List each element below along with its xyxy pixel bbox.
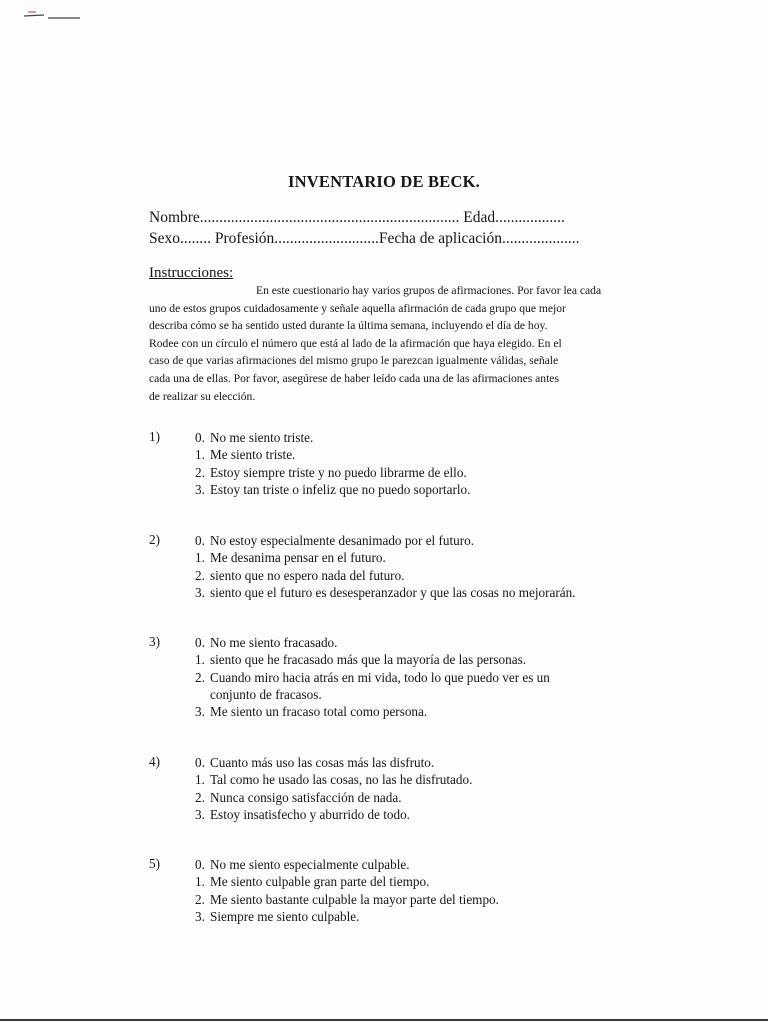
option-3[interactable]: [195, 806, 655, 823]
option-0[interactable]: [195, 856, 655, 873]
instructions-line: de realizar su elección.: [149, 389, 256, 403]
question-number: 3): [149, 634, 160, 649]
option-1[interactable]: [195, 651, 655, 668]
option-number: 2.: [195, 567, 205, 583]
option-text: Me desanima pensar en el futuro.: [210, 550, 386, 566]
option-text-continuation: conjunto de fracasos.: [210, 686, 322, 702]
option-number: 0.: [195, 635, 205, 650]
option-2[interactable]: [195, 789, 655, 806]
option-1[interactable]: [195, 771, 655, 788]
option-text: No me siento fracasado.: [210, 635, 338, 650]
option-number: 0.: [195, 430, 205, 445]
page-bottom-edge: [0, 1019, 768, 1021]
option-number: 0.: [195, 533, 205, 548]
question-options: [195, 532, 655, 601]
option-3[interactable]: [195, 481, 655, 498]
instructions-heading: Instrucciones:: [149, 265, 234, 281]
option-2[interactable]: [195, 567, 655, 584]
option-text: siento que el futuro es desesperanzador y que las cosas no mejorarán.: [210, 584, 576, 600]
option-3[interactable]: [195, 584, 655, 601]
instructions-line: Rodee con un círculo el número que está al lado de la afirmación que haya elegido. En el: [149, 336, 562, 350]
option-number: 2.: [195, 789, 205, 805]
option-3[interactable]: [195, 908, 655, 925]
fields-line-sexo-profesion-fecha: Sexo........ Profesión...........................Fecha de aplicación....................: [149, 230, 580, 247]
option-number: 0.: [195, 755, 205, 770]
question-number: 2): [149, 532, 160, 547]
option-number: 3.: [195, 908, 205, 924]
option-number: 3.: [195, 806, 205, 822]
option-text: Estoy insatisfecho y aburrido de todo.: [210, 806, 410, 822]
question-options: [195, 856, 655, 925]
instructions-line: caso de que varias afirmaciones del mismo grupo le parezcan igualmente válidas, señale: [149, 354, 559, 368]
option-text: Me siento bastante culpable la mayor parte del tiempo.: [210, 891, 499, 907]
instructions-line: cada una de ellas. Por favor, asegúrese de haber leído cada una de las afirmaciones antes: [149, 371, 559, 385]
option-text: No me siento triste.: [210, 430, 314, 445]
question-options: [195, 634, 655, 720]
option-number: 3.: [195, 481, 205, 497]
option-0[interactable]: [195, 429, 655, 446]
option-text: siento que no espero nada del futuro.: [210, 567, 405, 583]
option-text: Me siento culpable gran parte del tiempo.: [210, 874, 430, 890]
option-number: 0.: [195, 857, 205, 872]
option-text: Cuanto más uso las cosas más las disfruto.: [210, 755, 435, 770]
option-number: 1.: [195, 874, 205, 890]
option-text: No me siento especialmente culpable.: [210, 857, 410, 872]
question-number: 4): [149, 754, 160, 769]
option-text: Siempre me siento culpable.: [210, 908, 360, 924]
option-number: 1.: [195, 652, 205, 668]
document-title: INVENTARIO DE BECK.: [288, 172, 480, 191]
option-text: No estoy especialmente desanimado por el futuro.: [210, 533, 475, 548]
option-2[interactable]: [195, 891, 655, 908]
instructions-paragraph: [149, 282, 661, 405]
option-1[interactable]: [195, 549, 655, 566]
option-number: 1.: [195, 447, 205, 463]
option-text: Tal como he usado las cosas, no las he disfrutado.: [210, 772, 473, 788]
option-text: Nunca consigo satisfacción de nada.: [210, 789, 402, 805]
option-number: 3.: [195, 704, 205, 720]
option-text: Estoy tan triste o infeliz que no puedo soportarlo.: [210, 481, 471, 497]
option-0[interactable]: [195, 754, 655, 771]
option-2[interactable]: [195, 669, 655, 704]
option-3[interactable]: [195, 703, 655, 720]
question-number: 5): [149, 856, 160, 871]
scan-mark: [22, 10, 82, 22]
option-text: siento que he fracasado más que la mayoría de las personas.: [210, 652, 527, 668]
option-0[interactable]: [195, 634, 655, 651]
option-number: 1.: [195, 550, 205, 566]
option-number: 2.: [195, 669, 205, 685]
instructions-line: En este cuestionario hay varios grupos de afirmaciones. Por favor lea cada: [256, 284, 602, 297]
fields-line-nombre-edad: Nombre................................................................... Edad..................: [149, 209, 565, 226]
option-number: 1.: [195, 772, 205, 788]
option-number: 2.: [195, 464, 205, 480]
option-1[interactable]: [195, 446, 655, 463]
option-number: 3.: [195, 584, 205, 600]
option-text: Estoy siempre triste y no puedo librarme de ello.: [210, 464, 467, 480]
question-number: 1): [149, 429, 160, 444]
question-options: [195, 754, 655, 823]
instructions-line: describa cómo se ha sentido usted durante la última semana, incluyendo el día de hoy.: [149, 319, 548, 333]
option-text: Cuando miro hacia atrás en mi vida, todo lo que puedo ver es un: [210, 669, 550, 685]
question-options: [195, 429, 655, 498]
option-2[interactable]: [195, 464, 655, 481]
option-text: Me siento triste.: [210, 447, 296, 463]
option-number: 2.: [195, 891, 205, 907]
option-text: Me siento un fracaso total como persona.: [210, 704, 428, 720]
option-0[interactable]: [195, 532, 655, 549]
instructions-line: uno de estos grupos cuidadosamente y señale aquella afirmación de cada grupo que mejor: [149, 301, 566, 315]
option-1[interactable]: [195, 873, 655, 890]
